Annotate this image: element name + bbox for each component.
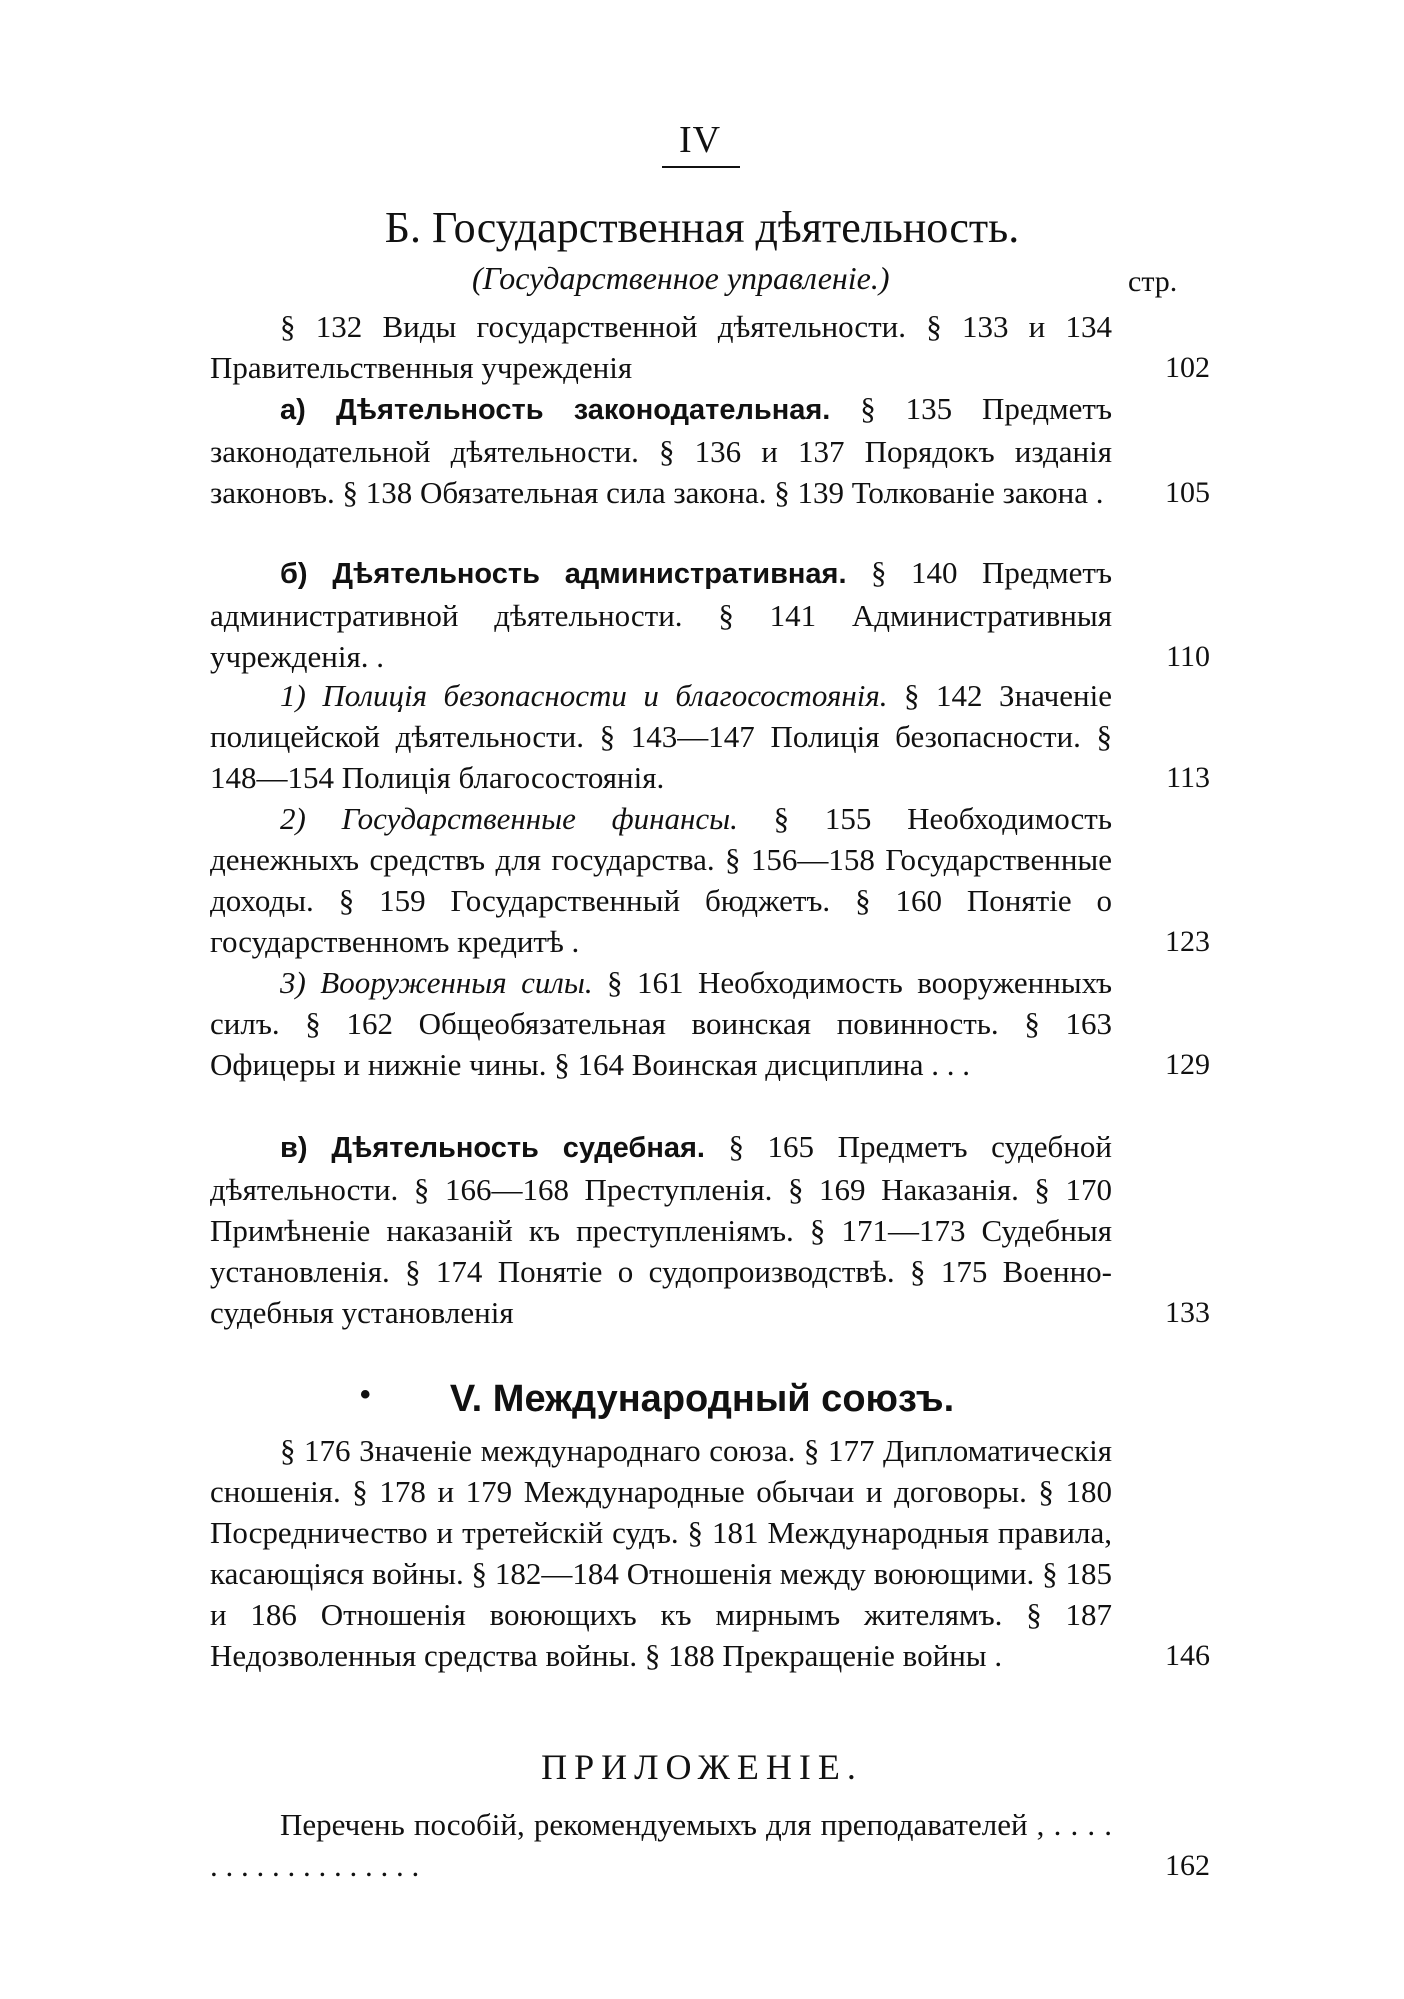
toc-entry-text: § 140 Предметъ административной дѣятельности. § 141 Административныя учрежденія. . — [210, 555, 1113, 674]
page-column-label: стр. — [1128, 265, 1178, 298]
toc-entry-page: 102 — [1165, 351, 1210, 384]
toc-entry-heading: б) Дѣятельность административная. — [280, 558, 847, 590]
toc-entry-heading: в) Дѣятельность судебная. — [280, 1132, 705, 1164]
toc-entry-police — [210, 675, 1210, 798]
toc-entry-finances — [210, 798, 1210, 962]
toc-entry-text: § 165 Предметъ судебной дѣятельности. § 166—168 Преступленія. § 169 Наказанія. § 170 Примѣненіе наказаній къ преступленіямъ. § 171—173 Судебныя установленія. § 174 Понятіе о судопроизводствѣ. § 175 Военно-судебныя установленія — [210, 1129, 1112, 1330]
toc-entry-text: § 176 Значеніе международнаго союза. § 177 Дипломатическія сношенія. § 178 и 179 Международные обычаи и договоры. § 180 Посредничество и третейскій судъ. § 181 Международныя правила, касающіяся войны. § 182—184 Отношенія между воюющими. § 185 и 186 Отношенія воюющихъ къ мирнымъ жителямъ. § 187 Недозволенныя средства войны. § 188 Прекращеніе войны . — [210, 1433, 1112, 1673]
page-number-rule — [662, 166, 740, 168]
section-b-title: Б. Государственная дѣятельность. — [384, 203, 1020, 252]
toc-entry-heading: 3) Вооруженныя силы. — [280, 965, 593, 1000]
appendix-title: ПРИЛОЖЕНІЕ. — [541, 1747, 863, 1787]
toc-entry-legislative — [210, 388, 1210, 513]
toc-entry-page: 146 — [1165, 1639, 1210, 1672]
toc-entry-heading: а) Дѣятельность законодательная. — [280, 394, 831, 426]
toc-entry-heading: 1) Полиція безопасности и благосостоянія. — [280, 678, 888, 713]
toc-entry-text: § 135 Предметъ законодательной дѣятельности. § 136 и 137 Порядокъ изданія законовъ. § 138 Обязательная сила закона. § 139 Толкованіе закона . — [210, 391, 1112, 510]
toc-entry-text: § 132 Виды государственной дѣятельности. § 133 и 134 Правительственныя учрежденія — [210, 309, 1112, 385]
toc-entry-page: 123 — [1165, 925, 1210, 958]
toc-entry-text: Перечень пособій, рекомендуемыхъ для преподавателей , . . . . . . . . . . . . . . . . . . — [210, 1807, 1112, 1883]
toc-entry-page: 110 — [1166, 640, 1210, 673]
section-b-subtitle: (Государственное управленіе.) — [472, 260, 890, 296]
toc-entry-text: § 161 Необходимость вооруженныхъ силъ. § 162 Общеобязательная воинская повинность. § 163 Офицеры и нижніе чины. § 164 Воинская дисциплина . . . — [210, 965, 1112, 1082]
page-number: IV — [678, 119, 722, 161]
toc-entry-page: 105 — [1165, 476, 1210, 509]
toc-entry-132 — [210, 306, 1210, 388]
bullet-mark: • — [360, 1378, 371, 1411]
toc-entry-text: § 142 Значеніе полицейской дѣятельности. § 143—147 Полиція безопасности. § 148—154 Полиція благосостоянія. — [210, 678, 1112, 795]
toc-entry-armed-forces — [210, 962, 1210, 1085]
section-v-title: V. Международный союзъ. — [449, 1378, 955, 1420]
toc-entry-text: § 155 Необходимость денежныхъ средствъ для государства. § 156—158 Государственные доходы. § 159 Государственный бюджетъ. § 160 Понятіе о государственномъ кредитѣ . — [210, 801, 1112, 959]
toc-entry-page: 129 — [1165, 1048, 1210, 1081]
toc-entry-appendix — [210, 1804, 1210, 1886]
toc-entry-administrative — [210, 552, 1210, 677]
section-v-heading — [0, 1378, 1404, 1421]
toc-entry-judicial — [210, 1126, 1210, 1333]
toc-entry-page: 162 — [1165, 1849, 1210, 1882]
toc-entry-international — [210, 1430, 1210, 1676]
toc-entry-page: 133 — [1165, 1296, 1210, 1329]
toc-entry-page: 113 — [1166, 761, 1210, 794]
toc-entry-heading: 2) Государственные финансы. — [280, 801, 738, 836]
